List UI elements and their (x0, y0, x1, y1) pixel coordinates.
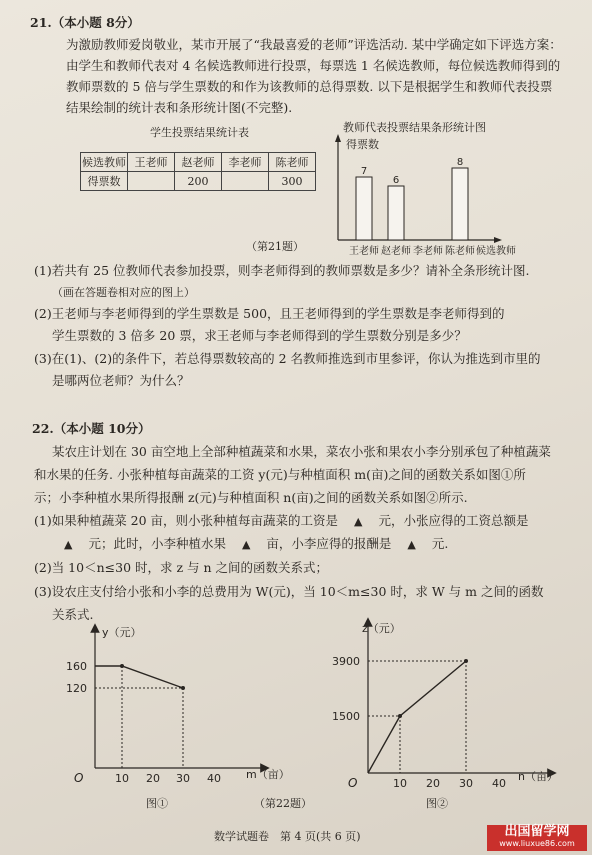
q21-question: 是哪两位老师？为什么？ (52, 373, 190, 388)
answer-blank: ▲ (407, 538, 416, 551)
q21-question: (3)在(1)、(2)的条件下，若总得票数较高的 2 名教师推选到市里参评，你认为推选到市里的 (34, 351, 541, 366)
graph-1 (50, 622, 310, 785)
q21-intro-line: 为激励教师爱岗敬业，某市开展了“我最喜爱的老师”评选活动. 某中学确定如下评选方案： (66, 37, 562, 52)
category-label: 陈老师 (445, 246, 475, 257)
category-label: 王老师 (349, 246, 379, 257)
answer-blank: ▲ (354, 515, 363, 528)
q22-q1-text: 元. (431, 536, 449, 551)
origin-label: O (74, 771, 84, 785)
q21-intro-line: 结果绘制的统计表和条形统计图(不完整). (66, 100, 293, 115)
q21-figure-caption: （第21题） (246, 240, 304, 253)
y-axis-label: 得票数 (346, 138, 379, 151)
q22-intro-line: 和水果的任务. 小张种植每亩蔬菜的工资 y(元)与种植面积 m(亩)之间的函数关系如图①所 (34, 467, 526, 482)
bar (388, 186, 404, 240)
q22-q1-text: 元；此时，小李种植水果 (88, 536, 226, 551)
table-row-label: 得票数 (81, 172, 128, 191)
origin-label: O (348, 776, 358, 790)
bar (452, 168, 468, 240)
table-cell: 200 (175, 172, 222, 191)
bar (356, 177, 372, 240)
q21-intro-line: 由学生和教师代表对 4 名候选教师进行投票，每票选 1 名候选教师，每位候选教师得到的 (66, 58, 561, 73)
answer-blank: ▲ (64, 538, 73, 551)
table-header-cell: 候选教师 (81, 153, 128, 172)
point (398, 714, 402, 718)
y-axis-label: y（元） (102, 626, 142, 639)
q22-q1-text: 元，小张应得的工资总额是 (378, 513, 529, 528)
x-tick-label: 20 (146, 772, 160, 785)
table-title: 学生投票结果统计表 (150, 126, 249, 139)
watermark-title: 出国留学网 (504, 824, 570, 839)
function-line (95, 666, 183, 688)
answer-blank: ▲ (241, 538, 251, 551)
q22-q1-line (34, 512, 529, 530)
point (120, 664, 124, 668)
graph-1-caption: 图① (146, 797, 168, 810)
watermark-url: www.liuxue86.com (499, 839, 575, 848)
y-tick-label: 1500 (332, 710, 360, 723)
table-cell: 300 (269, 172, 316, 191)
q22-intro-line: 某农庄计划在 30 亩空地上全部种植蔬菜和水果，菜农小张和果农小李分别承包了种植蔬菜 (52, 444, 551, 459)
q22-intro-line: 示；小李种植水果所得报酬 z(元)与种植面积 n(亩)之间的函数关系如图②所示. (34, 490, 468, 505)
page-footer: 数学试题卷 第 4 页(共 6 页) (214, 830, 361, 843)
q22-figure-caption: （第22题） (254, 797, 312, 810)
q22-q1-text: 亩，小李应得的报酬是 (266, 536, 392, 551)
x-tick-label: 30 (176, 772, 190, 785)
table-header-row (81, 153, 316, 172)
table-row (81, 172, 316, 191)
category-label: 赵老师 (381, 246, 411, 257)
q22-question: (3)设农庄支付给小张和小李的总费用为 W(元)，当 10＜m≤30 时，求 W 与 m 之间的函数 (34, 584, 544, 599)
q21-question: (2)王老师与李老师得到的学生票数是 500，且王老师得到的学生票数是李老师得到的 (34, 306, 505, 321)
data-label: 8 (456, 157, 464, 168)
graph-2-caption: 图② (426, 797, 448, 810)
x-tick-label: 10 (393, 777, 407, 790)
x-tick-label: 20 (426, 777, 440, 790)
table-cell (128, 172, 175, 191)
q21-question-note: （画在答题卷相对应的图上） (52, 286, 195, 299)
y-axis-label: z（元） (362, 622, 401, 635)
x-tick-label: 30 (459, 777, 473, 790)
x-axis-label: 候选教师 (476, 246, 516, 257)
point (181, 686, 185, 690)
x-axis-label: m（亩） (246, 768, 290, 781)
data-label: 6 (392, 175, 400, 186)
x-tick-label: 40 (492, 777, 506, 790)
q21-intro-line: 教师票数的 5 倍与学生票数的和作为该教师的总得票数. 以下是根据学生和教师代表投票 (66, 79, 553, 94)
data-label: 7 (360, 166, 368, 177)
q22-q1-line (52, 535, 448, 553)
chart-title: 教师代表投票结果条形统计图 (343, 121, 486, 134)
q22-question: (2)当 10＜n≤30 时，求 z 与 n 之间的函数关系式； (34, 560, 329, 575)
table-header-cell: 陈老师 (269, 153, 316, 172)
q21-question: 学生票数的 3 倍多 20 票，求王老师与李老师得到的学生票数分别是多少？ (52, 328, 467, 343)
table-header-cell: 王老师 (128, 153, 175, 172)
graph-2 (320, 618, 580, 788)
q22-question: 关系式. (52, 607, 94, 622)
x-axis-arrow (494, 237, 502, 243)
watermark-logo (487, 825, 587, 851)
y-tick-label: 3900 (332, 655, 360, 668)
point (464, 659, 468, 663)
y-tick-label: 120 (66, 682, 87, 695)
teacher-votes-bar-chart (320, 135, 580, 265)
table-header-cell: 李老师 (222, 153, 269, 172)
q22-q1-text: (1)如果种植蔬菜 20 亩，则小张种植每亩蔬菜的工资是 (34, 513, 339, 528)
x-tick-label: 40 (207, 772, 221, 785)
x-axis-label: n（亩） (518, 770, 558, 783)
y-tick-label: 160 (66, 660, 87, 673)
q21-question: (1)若共有 25 位教师代表参加投票，则李老师得到的教师票数是多少？请补全条形统计图. (34, 263, 530, 278)
q21-header: 21.（本小题 8分） (30, 15, 140, 30)
student-votes-table (80, 152, 316, 191)
q22-header: 22.（本小题 10分） (32, 421, 151, 436)
table-cell (222, 172, 269, 191)
category-label: 李老师 (413, 246, 443, 257)
function-line (368, 661, 466, 773)
table-header-cell: 赵老师 (175, 153, 222, 172)
x-tick-label: 10 (115, 772, 129, 785)
y-axis-arrow (335, 134, 341, 142)
